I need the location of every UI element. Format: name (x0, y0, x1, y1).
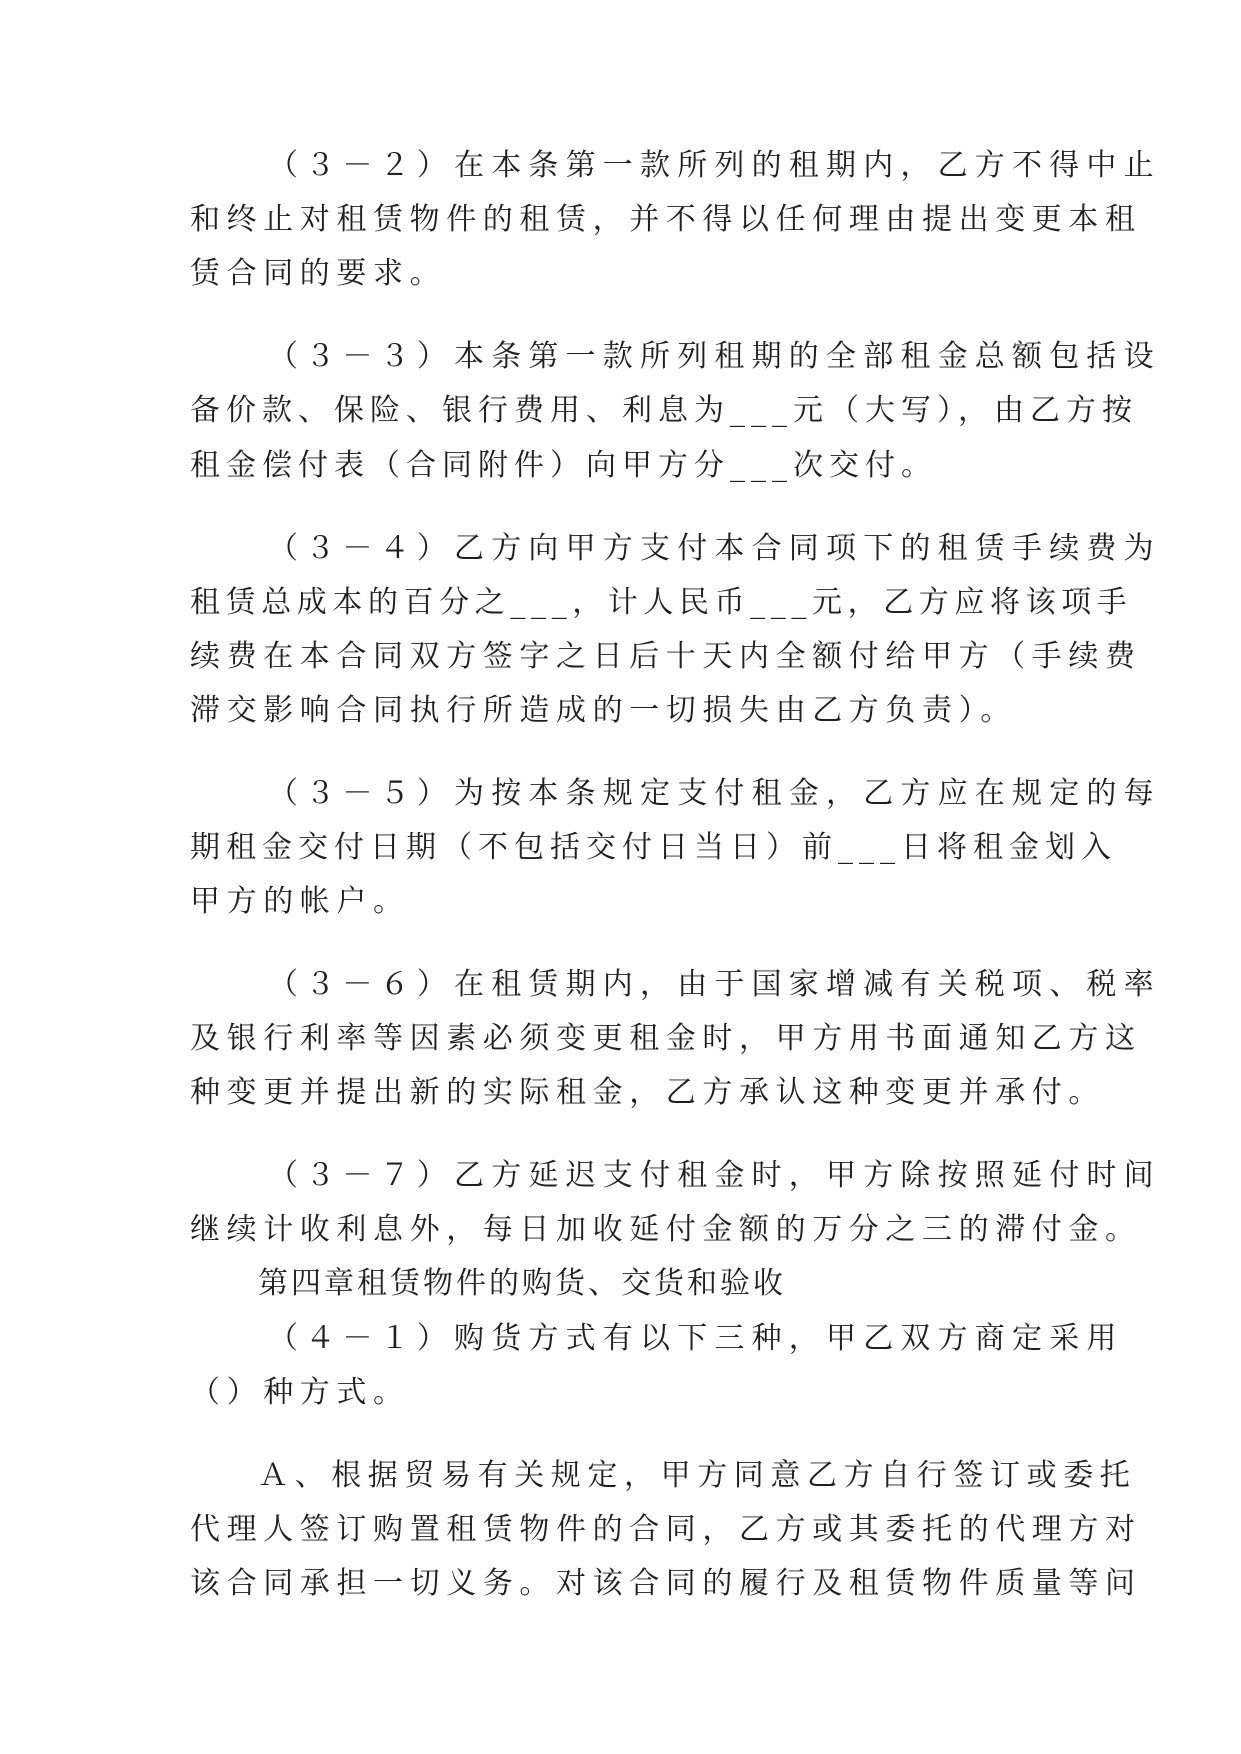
chapter-heading: 第四章租赁物件的购货、交货和验收 (258, 1266, 786, 1301)
text-line: （３－５）为按本条规定支付租金，乙方应在规定的每 (268, 776, 1161, 811)
text-line: （３－４）乙方向甲方支付本合同项下的租赁手续费为 (268, 531, 1161, 566)
text-line: （３－３）本条第一款所列租期的全部租金总额包括设 (268, 339, 1161, 374)
text-line: 该合同承担一切义务。对该合同的履行及租赁物件质量等问 (190, 1566, 1142, 1601)
text-line: 种变更并提出新的实际租金，乙方承认这种变更并承付。 (190, 1075, 1105, 1110)
text-line: 代理人签订购置租赁物件的合同，乙方或其委托的代理方对 (190, 1512, 1142, 1547)
text-line: 租金偿付表（合同附件）向甲方分___次交付。 (190, 448, 937, 483)
text-line: 备价款、保险、银行费用、利息为___元（大写），由乙方按 (190, 393, 1138, 428)
text-line: 继续计收利息外，每日加收延付金额的万分之三的滞付金。 (190, 1212, 1142, 1247)
text-line: 期租金交付日期（不包括交付日当日）前___日将租金划入 (190, 830, 1117, 865)
text-line: 和终止对租赁物件的租赁，并不得以任何理由提出变更本租 (190, 202, 1142, 237)
text-line: （４－１）购货方式有以下三种，甲乙双方商定采用 (268, 1321, 1124, 1356)
text-line: （３－７）乙方延迟支付租金时，甲方除按照延付时间 (268, 1158, 1161, 1193)
text-line: 甲方的帐户。 (190, 884, 410, 919)
text-line: 续费在本合同双方签字之日后十天内全额付给甲方（手续费 (190, 639, 1142, 674)
text-line: 赁合同的要求。 (190, 256, 447, 291)
text-line: （）种方式。 (190, 1375, 410, 1410)
text-line: 滞交影响合同执行所造成的一切损失由乙方负责）。 (190, 693, 1017, 728)
text-line: （３－６）在租赁期内，由于国家增减有关税项、税率 (268, 967, 1161, 1002)
text-line: 及银行利率等因素必须变更租金时，甲方用书面通知乙方这 (190, 1021, 1142, 1056)
text-line: 租赁总成本的百分之___，计人民币___元，乙方应将该项手 (190, 585, 1133, 620)
text-line: （３－２）在本条第一款所列的租期内，乙方不得中止 (268, 148, 1161, 183)
text-line: Ａ、根据贸易有关规定，甲方同意乙方自行签订或委托 (258, 1458, 1137, 1493)
